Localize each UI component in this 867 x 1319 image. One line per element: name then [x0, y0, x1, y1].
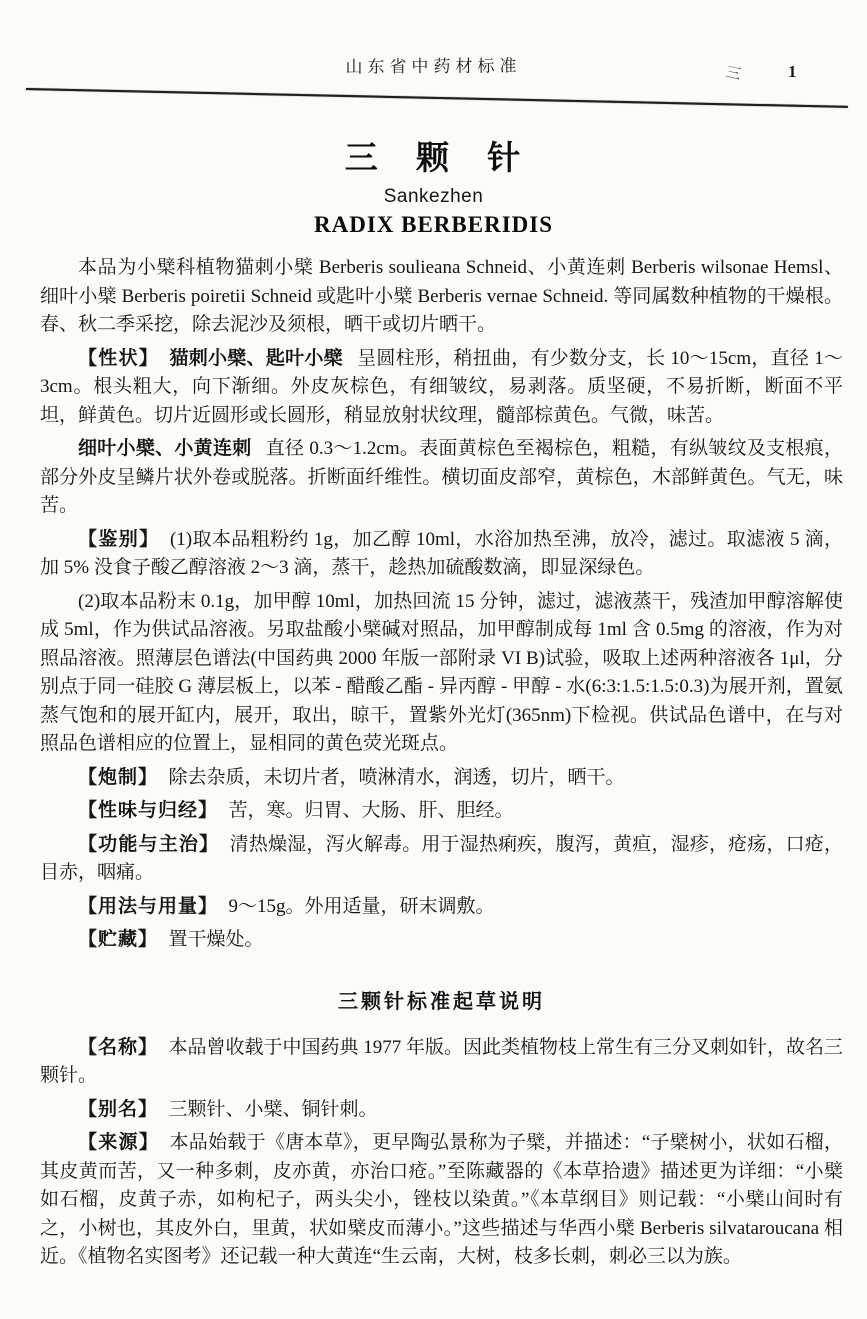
monograph-body [0, 238, 867, 1272]
thumb-index-character: 三 [724, 64, 743, 84]
paragraph-origin-note [40, 1129, 843, 1272]
header-rule-divider [26, 88, 848, 108]
draft-note-heading: 三颗针标准起草说明 [338, 990, 545, 1013]
species-lead: 细叶小檗、小黄连刺 [78, 438, 252, 459]
monograph-title-latin: RADIX BERBERIDIS [313, 212, 554, 237]
section-label-mingcheng: 【名称】 [78, 1036, 159, 1058]
paragraph-text: 除去杂质，未切片者，喷淋清水，润透，切片，晒干。 [168, 766, 625, 788]
paragraph-text: 本品始载于《唐本草》，更早陶弘景称为子檗，并描述：“子檗树小，状如石榴，其皮黄而苦，又一种多刺，皮亦黄，亦治口疮。”至陈藏器的《本草拾遗》描述更为详细：“小檗如石榴，皮黄子赤，如枸杞子，两头尖小，锉枝以染黄。”《本草纲目》则记载：“小檗山间时有之，小树也，其皮外白，里黄，状如檗皮而薄小。”这些描述与华西小檗 Berberis silvataroucana 相近。《植物名实图考》还记载一种大黄连“生云南，大树，枝多长刺，刺必三以为族。 [40, 1132, 843, 1267]
species-lead: 猫刺小檗、匙叶小檗 [169, 347, 343, 369]
page-number: 1 [788, 62, 797, 81]
paragraph-text: 本品曾收载于中国药典 1977 年版。因此类植物枝上常生有三分叉刺如针，故名三颗针。 [40, 1036, 843, 1086]
monograph-title-chinese: 三 颗 针 [344, 141, 523, 177]
paragraph-usage-dosage [40, 893, 843, 922]
paragraph-text: 置干燥处。 [168, 929, 264, 950]
paragraph-identification-2 [40, 588, 843, 759]
section-label-laiyuan: 【来源】 [78, 1132, 160, 1153]
paragraph-identification-1 [40, 526, 843, 583]
paragraph-text: 直径 0.3～1.2cm。表面黄棕色至褐棕色，粗糙，有纵皱纹及支根痕，部分外皮呈鳞片状外卷或脱落。折断面纤维性。横切面皮部窄，黄棕色，木部鲜黄色。气无，味苦。 [40, 438, 843, 516]
paragraph-text: 苦，寒。归胃、大肠、肝、胆经。 [228, 800, 514, 821]
section-label-jianbie: 【鉴别】 [78, 528, 160, 550]
section-label-paozhi: 【炮制】 [78, 766, 159, 788]
paragraph-text: 清热燥湿，泻火解毒。用于湿热痢疾，腹泻，黄疸，湿疹，疮疡，口疮，目赤，咽痛。 [40, 833, 843, 883]
paragraph-text: 9～15g。外用适量，研末调敷。 [228, 895, 495, 917]
paragraph-text: 呈圆柱形，稍扭曲，有少数分支，长 10～15cm，直径 1～3cm。根头粗大，向下渐细。外皮灰棕色，有细皱纹，易剥落。质坚硬，不易折断，断面不平坦，鲜黄色。切片近圆形或长圆形，稍显放射状纹理，髓部棕黄色。气微，味苦。 [40, 347, 843, 426]
paragraph-description-xiye [40, 435, 843, 521]
page-header [0, 0, 867, 92]
paragraph-alias-note [40, 1096, 843, 1125]
paragraph-text: (2)取本品粉末 0.1g，加甲醇 10ml，加热回流 15 分钟，滤过，滤液蒸干，残渣加甲醇溶解使成 5ml，作为供试品溶液。另取盐酸小檗碱对照品，加甲醇制成每 1ml 含 0.5mg 的溶液，作为对照品溶液。照薄层色谱法(中国药典 2000 年版一部附录 VI B)试验，吸取上述两种溶液各 1μl，分别点于同一硅胶 G 薄层板上，以苯 - 醋酸乙酯 - 异丙醇 - 甲醇 - 水(6:3:1.5:1.5:0.3)为展开剂，置氨蒸气饱和的展开缸内，展开，取出，晾干，置紫外光灯(365nm)下检视。供试品色谱中，在与对照品色谱相应的位置上，显相同的黄色荧光斑点。 [40, 590, 843, 754]
section-label-bieming: 【别名】 [78, 1098, 159, 1120]
section-label-xingzhuang: 【性状】 [78, 347, 160, 369]
paragraph-property-meridian [40, 797, 843, 826]
paragraph-text: (1)取本品粗粉约 1g，加乙醇 10ml，水浴加热至沸，放冷，滤过。取滤液 5 滴，加 5% 没食子酸乙醇溶液 2～3 滴，蒸干，趁热加硫酸数滴，即显深绿色。 [40, 528, 843, 578]
paragraph-source-definition [40, 254, 843, 340]
paragraph-text: 本品为小檗科植物猫刺小檗 Berberis soulieana Schneid、小黄连刺 Berberis wilsonae Hemsl、细叶小檗 Berberis poiretii Schneid 或匙叶小檗 Berberis vernae Schneid. 等同属数种植物的干燥根。春、秋二季采挖，除去泥沙及须根，晒干或切片晒干。 [40, 257, 843, 335]
paragraph-name-note [40, 1034, 843, 1091]
paragraph-storage [40, 926, 843, 955]
monograph-title-pinyin: Sankezhen [383, 186, 484, 207]
paragraph-description-maoci [40, 345, 843, 431]
section-label-gongneng: 【功能与主治】 [78, 833, 220, 855]
paragraph-processing [40, 764, 843, 793]
section-label-zhucang: 【贮藏】 [78, 929, 159, 950]
section-label-yongfa: 【用法与用量】 [78, 895, 219, 917]
book-title: 山东省中药材标准 [345, 56, 522, 77]
section-label-xingwei: 【性味与归经】 [78, 800, 219, 821]
paragraph-function-indication [40, 831, 843, 888]
paragraph-text: 三颗针、小檗、铜针刺。 [168, 1098, 378, 1120]
